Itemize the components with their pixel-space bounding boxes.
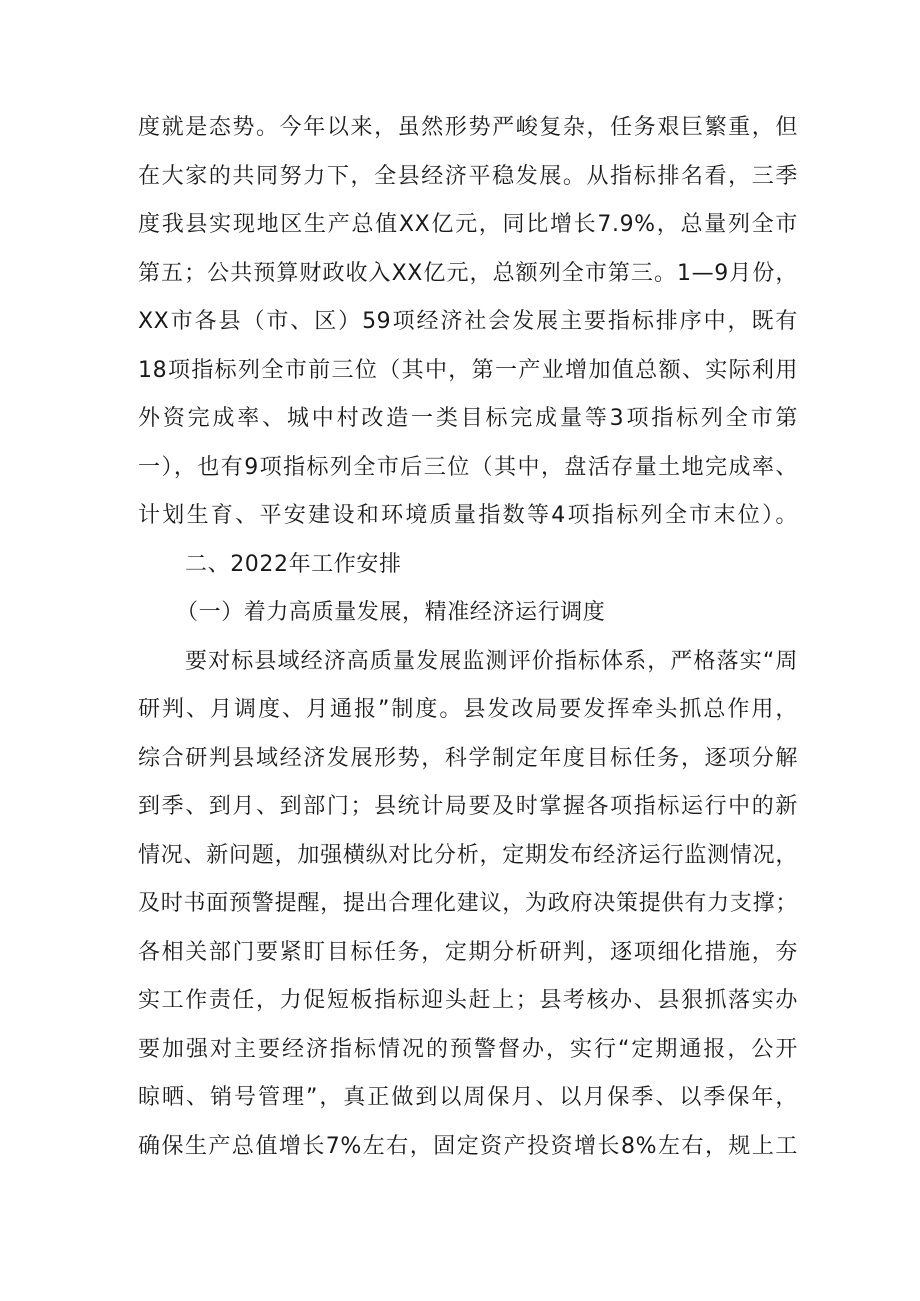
paragraph-line: XX市各县（市、区）59项经济社会发展主要指标排序中，既有: [138, 309, 798, 334]
paragraph-line: 到季、到月、到部门；县统计局要及时掌握各项指标运行中的新: [138, 794, 798, 819]
paragraph-line: 计划生育、平安建设和环境质量指数等4项指标列全市末位）。: [138, 503, 798, 528]
paragraph-line: 研判、月调度、月通报”制度。县发改局要发挥牵头抓总作用，: [138, 697, 798, 722]
paragraph-line: 第五；公共预算财政收入XX亿元，总额列全市第三。1—9月份，: [138, 261, 798, 286]
section-heading: 二、2022年工作安排: [185, 552, 402, 577]
paragraph-line: 外资完成率、城中村改造一类目标完成量等3项指标列全市第: [138, 406, 798, 431]
section-subheading: （一）着力高质量发展，精准经济运行调度: [176, 600, 606, 625]
paragraph-line: 实工作责任，力促短板指标迎头赶上；县考核办、县狠抓落实办: [138, 988, 798, 1013]
paragraph-line: 晾晒、销号管理”，真正做到以周保月、以月保季、以季保年，: [138, 1085, 798, 1110]
paragraph-line: 18项指标列全市前三位（其中，第一产业增加值总额、实际利用: [138, 358, 798, 383]
paragraph-line: 情况、新问题，加强横纵对比分析，定期发布经济运行监测情况，: [138, 843, 798, 868]
paragraph-line: 度就是态势。今年以来，虽然形势严峻复杂，任务艰巨繁重，但: [138, 115, 798, 140]
paragraph-line: 要加强对主要经济指标情况的预警督办，实行“定期通报，公开: [138, 1037, 798, 1062]
paragraph-line: 一），也有9项指标列全市后三位（其中，盘活存量土地完成率、: [138, 455, 798, 480]
paragraph-line: 综合研判县域经济发展形势，科学制定年度目标任务，逐项分解: [138, 746, 798, 771]
paragraph-line: 在大家的共同努力下，全县经济平稳发展。从指标排名看，三季: [138, 164, 798, 189]
paragraph-line: 及时书面预警提醒，提出合理化建议，为政府决策提供有力支撑；: [138, 891, 798, 916]
paragraph-line: 度我县实现地区生产总值XX亿元，同比增长7.9%，总量列全市: [138, 212, 798, 237]
paragraph-line: 确保生产总值增长7%左右，固定资产投资增长8%左右，规上工: [138, 1134, 798, 1159]
paragraph-line: 要对标县域经济高质量发展监测评价指标体系，严格落实“周: [185, 649, 798, 674]
paragraph-line: 各相关部门要紧盯目标任务，定期分析研判，逐项细化措施，夯: [138, 940, 798, 965]
